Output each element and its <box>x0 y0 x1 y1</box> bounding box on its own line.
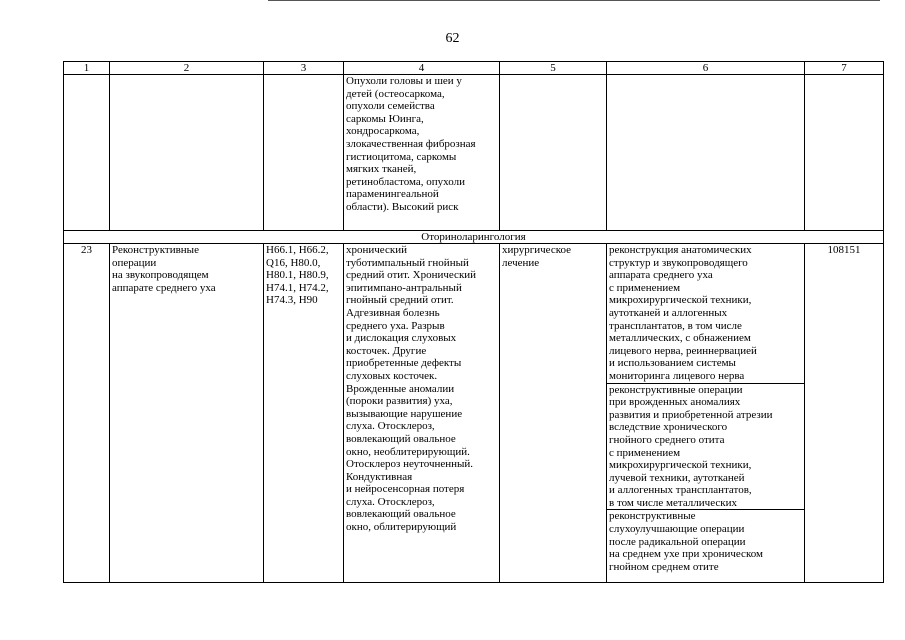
continuation-cell-5 <box>500 75 607 231</box>
method-item: реконструктивные операции при врожденных аномалиях развития и приобретенной атрезии вследствие хронического гнойного среднего отита с применением микрохирургической техники, лучевой техники, аутотканей и аллогенных трансплантатов, в том числе металлических <box>607 384 804 511</box>
continuation-cell-2 <box>110 75 264 231</box>
table-row <box>64 244 884 583</box>
section-row <box>64 231 884 244</box>
header-col-3: 3 <box>264 62 344 75</box>
top-border-line <box>268 0 880 1</box>
continuation-cell-7 <box>805 75 884 231</box>
continuation-cell-1 <box>64 75 110 231</box>
icd-codes: H66.1, H66.2, Q16, H80.0, H80.1, H80.9, H74.1, H74.2, H74.3, H90 <box>264 244 344 583</box>
header-col-2: 2 <box>110 62 264 75</box>
continuation-row <box>64 75 884 231</box>
method-item: реконструкция анатомических структур и звукопроводящего аппарата среднего уха с применением микрохирургической техники, аутотканей и аллогенных трансплантатов, в том числе металлических, с обнажением лицевого нерва, реиннервацией и использованием системы мониторинга лицевого нерва <box>607 244 804 384</box>
cost-value: 108151 <box>805 244 884 583</box>
continuation-diagnosis: Опухоли головы и шеи у детей (остеосаркома, опухоли семейства саркомы Юинга, хондросаркома, злокачественная фиброзная гистиоцитома, саркомы мягких тканей, ретинобластома, опухоли параменингеальной области). Высокий риск <box>344 75 500 231</box>
procedure-name: Реконструктивные операции на звукопроводящем аппарате среднего уха <box>110 244 264 583</box>
header-col-1: 1 <box>64 62 110 75</box>
section-title: Оториноларингология <box>64 231 884 244</box>
diagnosis-description: хронический туботимпальный гнойный средний отит. Хронический эпитимпано-антральный гнойный средний отит. Адгезивная болезнь среднего уха. Разрыв и дислокация слуховых косточек. Другие приобретенные дефекты слуховых косточек. Врожденные аномалии (пороки развития) уха, вызывающие нарушение слуха. Отосклероз, вовлекающий овальное окно, необлитерирующий. Отосклероз неуточненный. Кондуктивная и нейросенсорная потеря слуха. Отосклероз, вовлекающий овальное окно, облитерирующий <box>344 244 500 583</box>
continuation-cell-6 <box>607 75 805 231</box>
page-number: 62 <box>445 31 460 46</box>
method-item: реконструктивные слухоулучшающие операции после радикальной операции на среднем ухе при хроническом гнойном среднем отите <box>609 510 763 573</box>
row-number: 23 <box>64 244 110 583</box>
treatment-methods <box>607 244 805 583</box>
treatment-type: хирургическое лечение <box>500 244 607 583</box>
medical-care-table <box>63 61 884 583</box>
header-col-5: 5 <box>500 62 607 75</box>
header-col-6: 6 <box>607 62 805 75</box>
continuation-cell-3 <box>264 75 344 231</box>
header-col-7: 7 <box>805 62 884 75</box>
column-number-header-row <box>64 62 884 75</box>
header-col-4: 4 <box>344 62 500 75</box>
